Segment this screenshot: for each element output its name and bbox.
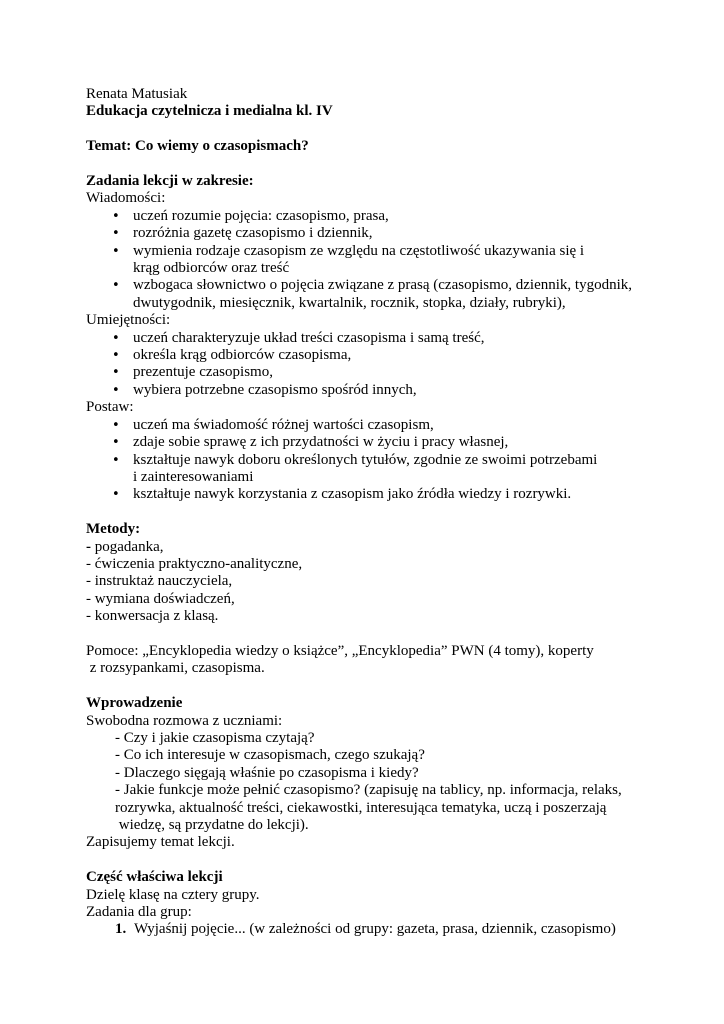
intro-lead: Swobodna rozmowa z uczniami:: [86, 712, 283, 729]
document-content: [86, 86, 646, 939]
author-name: Renata Matusiak: [86, 86, 188, 102]
item-number: 1.: [115, 921, 127, 938]
skills-label: Umiejętności:: [86, 312, 171, 329]
attitude-label: Postaw:: [86, 399, 134, 416]
list-item: • kształtuje nawyk korzystania z czasopism jako źródła wiedzy i rozrywki.: [86, 486, 646, 503]
intro-question: - Jakie funkcje może pełnić czasopismo? (zapisuję na tablicy, np. informacja, relaks,: [115, 782, 622, 799]
intro-question: - Czy i jakie czasopisma czytają?: [115, 729, 315, 746]
methods-heading: Metody:: [86, 521, 141, 538]
method-dash: -: [86, 538, 91, 555]
list-item: • rozróżnia gazetę czasopismo i dziennik,: [86, 225, 646, 242]
list-item: • zdaje sobie sprawę z ich przydatności w życiu i pracy własnej,: [86, 434, 646, 451]
list-item: • uczeń rozumie pojęcia: czasopismo, prasa,: [86, 208, 646, 225]
list-item: • uczeń charakteryzuje układ treści czasopisma i samą treść,: [86, 330, 646, 347]
main-heading: Część właściwa lekcji: [86, 869, 223, 886]
list-item: • kształtuje nawyk doboru określonych tytułów, zgodnie ze swoimi potrzebami i zainteresowaniami: [86, 452, 603, 487]
list-item: • prezentuje czasopismo,: [86, 364, 646, 381]
method-item: - konwersacja z klasą.: [86, 608, 219, 625]
aids-line: z rozsypankami, czasopisma.: [86, 660, 265, 677]
list-item: • wybiera potrzebne czasopismo spośród innych,: [86, 382, 646, 399]
intro-question: - Co ich interesuje w czasopismach, czego szukają?: [115, 747, 425, 764]
attitude-list: [86, 417, 646, 504]
tasks-heading: Zadania lekcji w zakresie:: [86, 173, 254, 189]
knowledge-list: [86, 208, 646, 312]
intro-question: - Dlaczego sięgają właśnie po czasopisma i kiedy?: [115, 764, 419, 781]
lesson-topic: Temat: Co wiemy o czasopismach?: [86, 138, 309, 155]
intro-closing: Zapisujemy temat lekcji.: [86, 834, 235, 851]
list-item: • wymienia rodzaje czasopism ze względu na częstotliwość ukazywania się i krąg odbiorców oraz treść: [86, 243, 603, 278]
method-item: [86, 539, 646, 556]
item-text: Wyjaśnij pojęcie... (w zależności od grupy: gazeta, prasa, dziennik, czasopismo): [134, 921, 616, 938]
list-item: • określa krąg odbiorców czasopisma,: [86, 347, 646, 364]
aids-line: Pomoce: „Encyklopedia wiedzy o książce”, „Encyklopedia” PWN (4 tomy), koperty: [86, 642, 594, 659]
method-item: - ćwiczenia praktyczno-analityczne,: [86, 555, 303, 572]
method-item: - instruktaż nauczyciela,: [86, 573, 233, 590]
method-item: - wymiana doświadczeń,: [86, 590, 235, 607]
intro-question-cont: rozrywka, aktualność treści, ciekawostki, interesująca tematyka, uczą i poszerzają: [115, 799, 607, 816]
intro-question-cont: wiedzę, są przydatne do lekcji).: [115, 816, 309, 833]
list-item: • uczeń ma świadomość różnej wartości czasopism,: [86, 417, 646, 434]
list-item: • wzbogaca słownictwo o pojęcia związane z prasą (czasopismo, dziennik, tygodnik, dwutygodnik, miesięcznik, kwartalnik, rocznik, stopka, działy, rubryki),: [86, 277, 638, 312]
main-text: Dzielę klasę na cztery grupy.: [86, 886, 260, 903]
main-text: Zadania dla grup:: [86, 904, 192, 920]
skills-list: [86, 330, 646, 400]
subject-title: Edukacja czytelnicza i medialna kl. IV: [86, 103, 333, 120]
method-text: pogadanka,: [91, 538, 164, 555]
intro-heading: Wprowadzenie: [86, 695, 183, 712]
numbered-item: [86, 921, 646, 938]
knowledge-label: Wiadomości:: [86, 190, 166, 207]
